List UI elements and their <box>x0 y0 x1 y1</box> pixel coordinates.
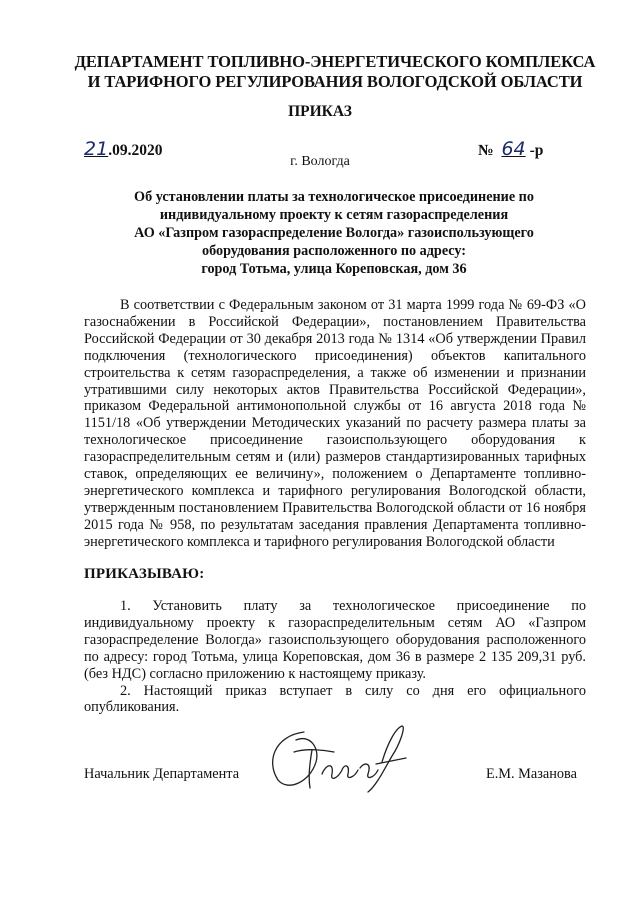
preamble-text: В соответствии с Федеральным законом от 31 марта 1999 года № 69-ФЗ «О газоснабжении в Российской Федерации», постановлением Правительства Российской Федерации от 30 декабря 2013 года № 1314 «Об утверждении Правил подключения (технологического присоединения) объектов капитального строительства к сетям газораспределения, а также об изменении и признании утратившими силу некоторых актов Правительства Российской Федерации», приказом Федеральной антимонопольной службы от 16 августа 2018 года № 1151/18 «Об утверждении Методических указаний по расчету размера платы за технологическое присоединение газоиспользующего оборудования к газораспределительным сетям и (или) размеров стандартизированных тарифных ставок, определяющих ее величину», положением о Департаменте топливно-энергетического комплекса и тарифного регулирования Вологодской области, утвержденным постановлением Правительства Вологодской области от 16 ноября 2015 года № 958, по результатам заседания правления Департамента топливно-энергетического комплекса и тарифного регулирования Вологодской области <box>84 297 586 550</box>
department-name-line2: И ТАРИФНОГО РЕГУЛИРОВАНИЯ ВОЛОГОДСКОЙ ОБЛАСТИ <box>87 72 583 91</box>
signatory-position: Начальник Департамента <box>84 766 240 782</box>
order-item-1: 1. Установить плату за технологическое присоединение по индивидуальному проекту к газораспределительным сетям АО «Газпром газораспределение Вологда» газоиспользующего оборудования расположенного по адресу: город Тотьма, улица Кореповская, дом 36 в размере 2 135 209,31 руб. (без НДС) согласно приложению к настоящему приказу. <box>84 598 586 682</box>
document-title <box>88 188 580 278</box>
signatory-name: Е.М. Мазанова <box>486 766 577 782</box>
order-items <box>84 598 586 716</box>
date-day-handwritten: 21 <box>84 138 109 160</box>
prikazyvayu-heading: ПРИКАЗЫВАЮ: <box>84 566 205 582</box>
order-item-2: 2. Настоящий приказ вступает в силу со дня его официального опубликования. <box>84 682 586 716</box>
number-suffix: -р <box>529 142 544 159</box>
city: г. Вологда <box>290 154 350 169</box>
number-handwritten: 64 <box>501 138 526 160</box>
title-line4: оборудования расположенного по адресу: <box>201 243 467 259</box>
number-prefix: № <box>478 142 498 159</box>
title-line3: АО «Газпром газораспределение Вологда» газоиспользующего <box>134 225 534 241</box>
date-month-year: .09.2020 <box>108 142 163 159</box>
department-name-line1: ДЕПАРТАМЕНТ ТОПЛИВНО-ЭНЕРГЕТИЧЕСКОГО КОМПЛЕКСА <box>74 52 596 71</box>
title-line1: Об установлении платы за технологическое присоединение по <box>134 189 534 205</box>
title-line5: город Тотьма, улица Кореповская, дом 36 <box>201 261 467 277</box>
document-type: ПРИКАЗ <box>288 103 352 120</box>
handwritten-signature <box>264 722 414 794</box>
preamble-block <box>84 297 586 551</box>
department-name <box>60 52 610 92</box>
title-line2: индивидуальному проекту к сетям газораспределения <box>159 207 509 223</box>
